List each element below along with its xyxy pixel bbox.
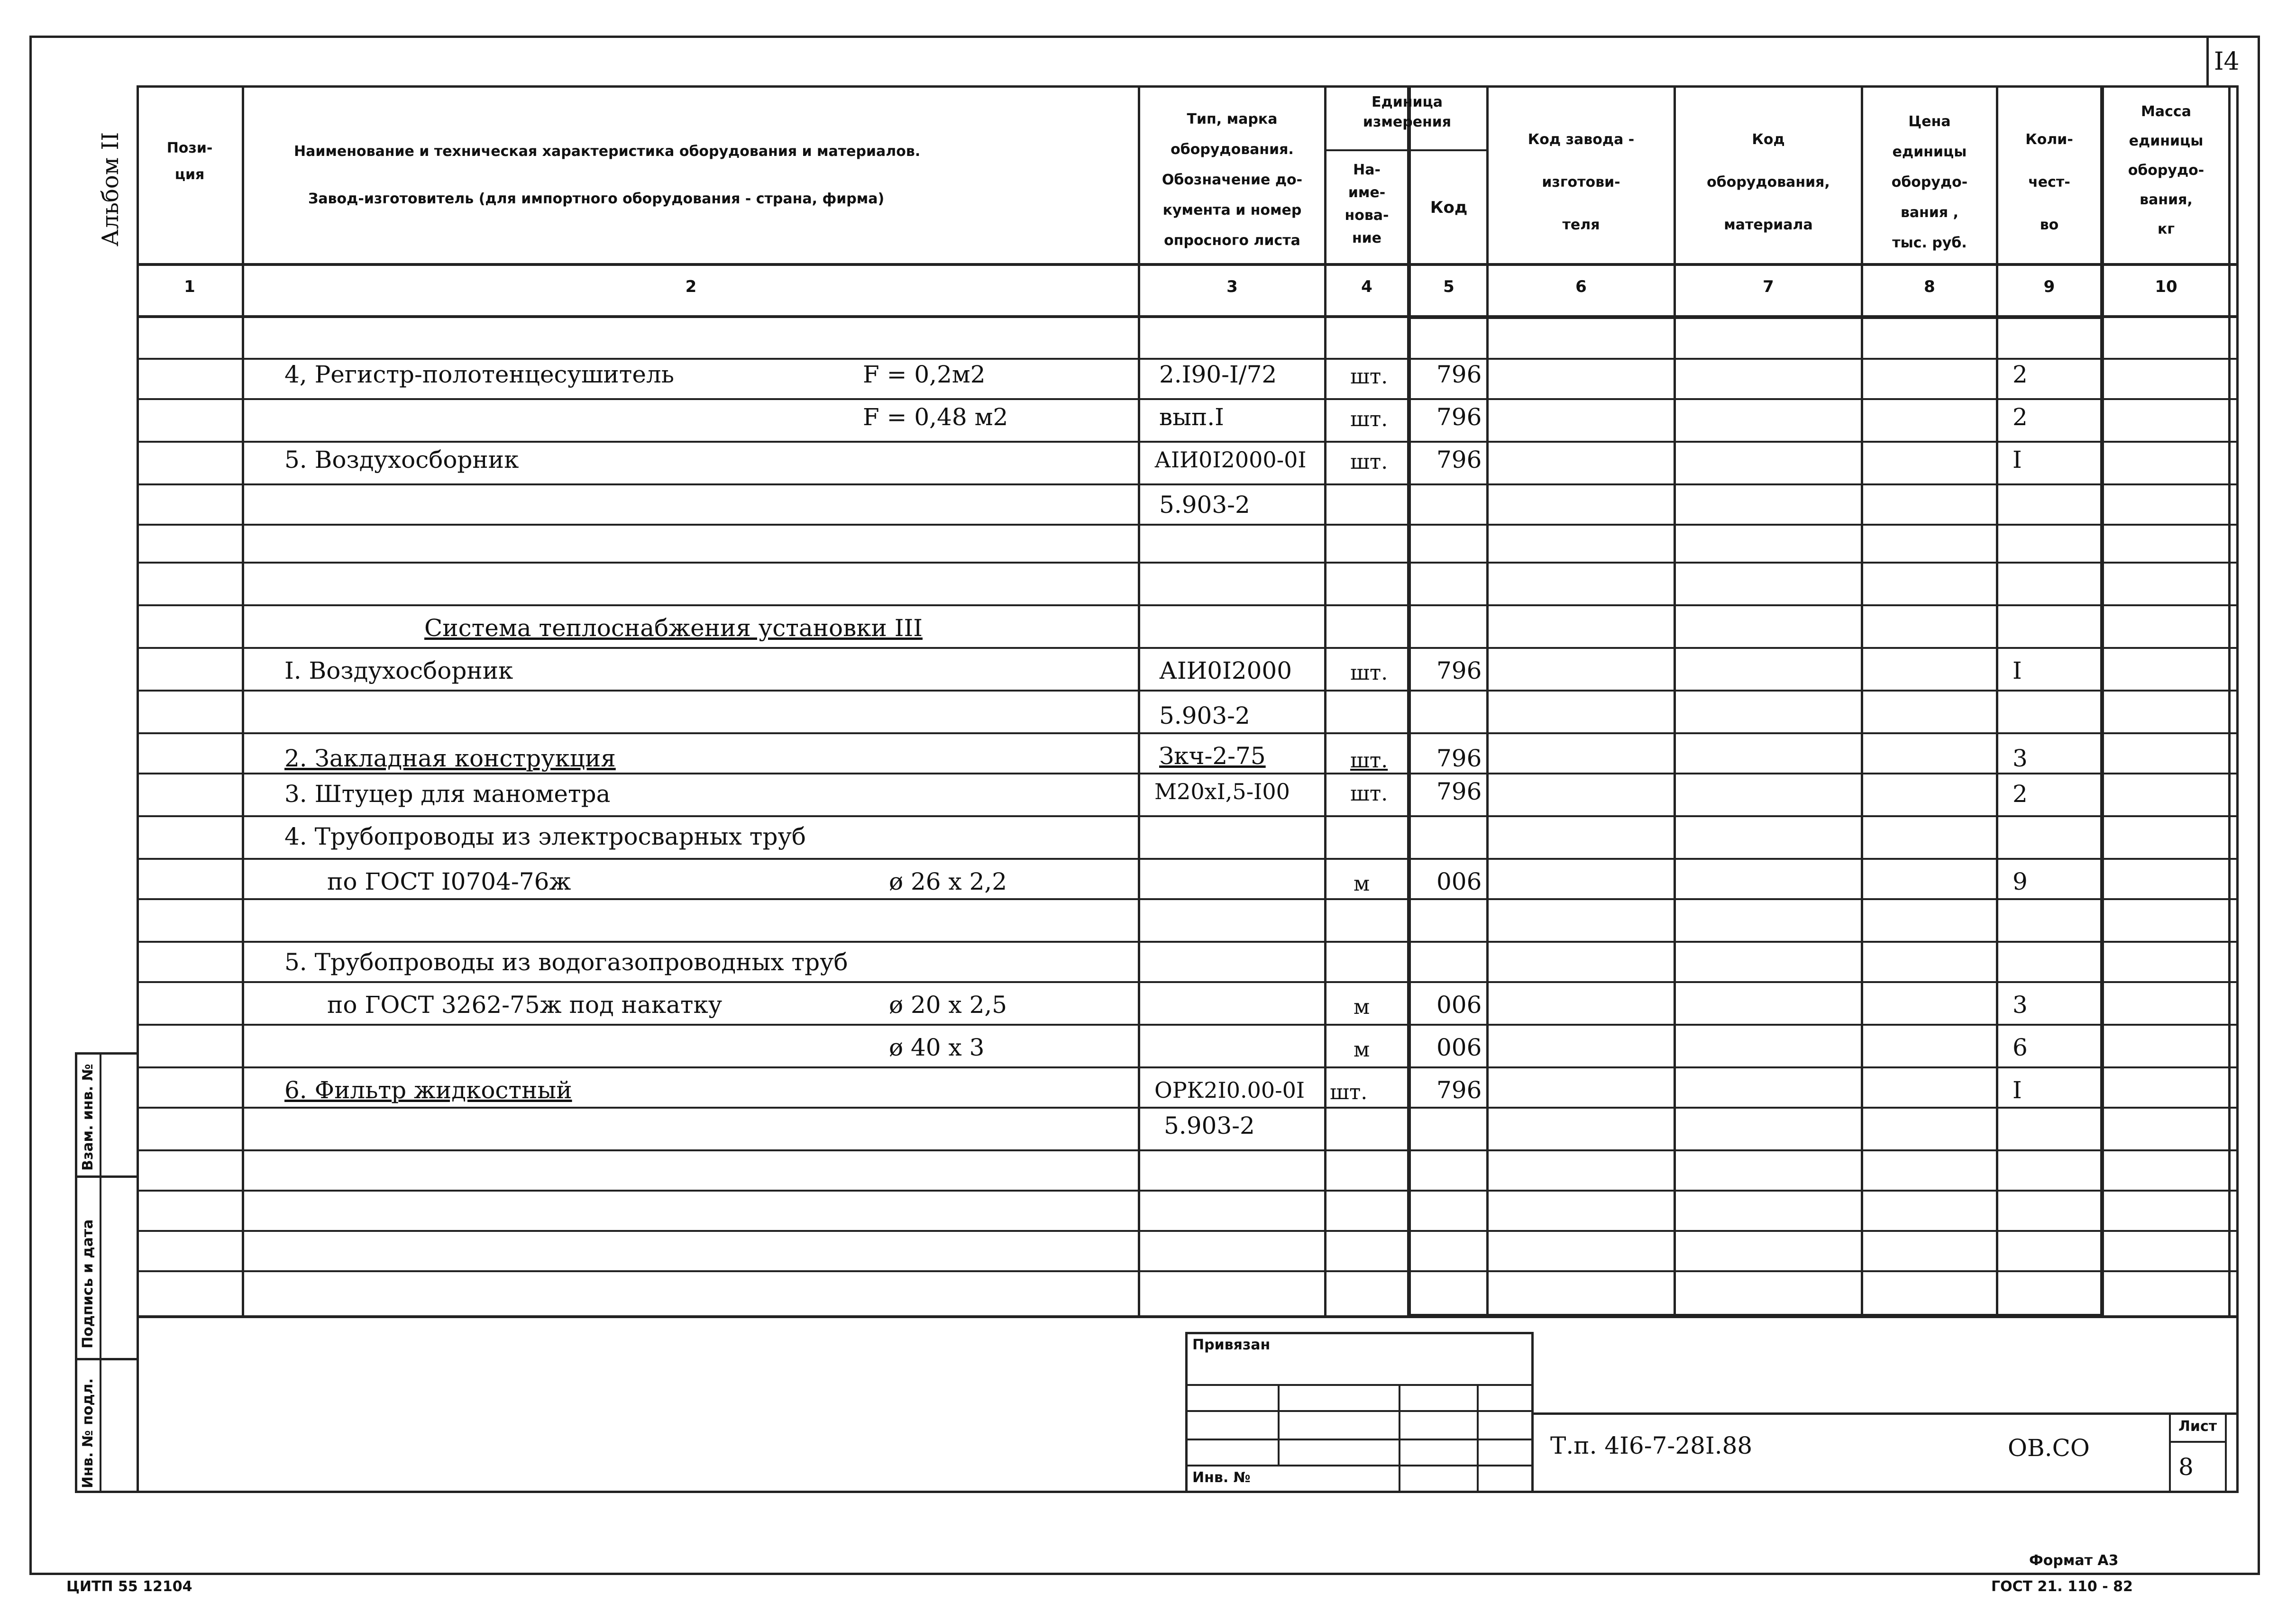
row-unit: шт. xyxy=(1350,364,1388,389)
row-unit: шт. xyxy=(1330,1080,1368,1104)
row-unit: шт. xyxy=(1350,661,1388,685)
side-label-podpis: Подпись и дата xyxy=(80,1219,96,1348)
row-code: 006 xyxy=(1436,991,1482,1019)
col-num-2: 2 xyxy=(685,277,697,296)
footer-left: ЦИТП 55 12104 xyxy=(66,1578,192,1595)
header-col5: Код xyxy=(1430,198,1468,217)
row-unit: шт. xyxy=(1350,450,1388,474)
row-unit: м xyxy=(1354,1038,1370,1062)
row-doc: 2.I90-I/72 xyxy=(1159,361,1277,388)
row-unit: шт. xyxy=(1350,782,1388,806)
col-num-9: 9 xyxy=(2043,277,2055,296)
row-qty: 2 xyxy=(2012,780,2028,808)
col-num-10: 10 xyxy=(2155,277,2177,296)
col-num-4: 4 xyxy=(1361,277,1372,296)
row-name: 5. Трубопроводы из водогазопроводных труб xyxy=(284,948,848,976)
row-qty: 3 xyxy=(2012,745,2028,772)
col-num-3: 3 xyxy=(1226,277,1238,296)
header-col9: Коли- чест- во xyxy=(2025,131,2073,233)
section-title: Система теплоснабжения установки III xyxy=(424,614,923,642)
row-qty: I xyxy=(2012,446,2022,474)
header-units: Единица измерения xyxy=(1363,94,1452,130)
row-unit: м xyxy=(1354,995,1370,1019)
privyazan-box xyxy=(1185,1332,1534,1493)
row-doc: Зкч-2-75 xyxy=(1159,742,1266,770)
row-extra: ø 40 х 3 xyxy=(889,1034,985,1061)
row-code: 796 xyxy=(1436,361,1482,388)
header-col7: Код оборудования, материала xyxy=(1707,131,1830,233)
row-unit: шт. xyxy=(1350,407,1388,431)
sheet-label: Лист xyxy=(2178,1418,2217,1435)
row-name: 6. Фильтр жидкостный xyxy=(284,1076,572,1104)
row-qty: 2 xyxy=(2012,403,2028,431)
row-doc: вып.I xyxy=(1159,403,1224,431)
row-extra: F = 0,48 м2 xyxy=(863,403,1008,431)
row-name: I. Воздухосборник xyxy=(284,657,513,684)
row-code: 796 xyxy=(1436,446,1482,474)
side-label-inv: Инв. № подл. xyxy=(80,1378,96,1488)
row-doc: ОРК2I0.00-0I xyxy=(1154,1077,1305,1103)
mark: ОВ.СО xyxy=(2008,1434,2090,1462)
row-unit: м xyxy=(1354,872,1370,896)
inv-label: Инв. № xyxy=(1192,1469,1251,1486)
header-col6: Код завода - изготови- теля xyxy=(1528,131,1635,233)
album-label: Альбом II xyxy=(97,132,124,246)
row-doc: 5.903-2 xyxy=(1159,702,1250,729)
row-doc: АIИ0I2000 xyxy=(1159,657,1292,684)
row-code: 796 xyxy=(1436,778,1482,805)
row-qty: I xyxy=(2012,1076,2022,1104)
header-col10: Масса единицы оборудо- вания, кг xyxy=(2128,103,2205,237)
row-extra: ø 26 х 2,2 xyxy=(889,868,1007,895)
row-name: 4. Трубопроводы из электросварных труб xyxy=(284,823,806,850)
designation: Т.п. 4I6-7-28I.88 xyxy=(1550,1432,1753,1459)
row-qty: 6 xyxy=(2012,1034,2028,1061)
col-num-5: 5 xyxy=(1443,277,1454,296)
row-code: 796 xyxy=(1436,745,1482,772)
row-qty: I xyxy=(2012,657,2022,684)
row-doc: 5.903-2 xyxy=(1164,1112,1255,1139)
col-num-8: 8 xyxy=(1924,277,1935,296)
row-code: 006 xyxy=(1436,1034,1482,1061)
privyazan-label: Привязан xyxy=(1192,1337,1271,1353)
row-name: 3. Штуцер для манометра xyxy=(284,780,611,808)
header-col1: Пози- ция xyxy=(166,140,213,183)
row-code: 796 xyxy=(1436,657,1482,684)
row-doc: М20хI,5-I00 xyxy=(1154,779,1290,804)
footer-gost: ГОСТ 21. 110 - 82 xyxy=(1991,1578,2133,1595)
col-num-1: 1 xyxy=(184,277,195,296)
row-name: по ГОСТ I0704-76ж xyxy=(327,868,571,895)
header-col4: На- име- нова- ние xyxy=(1345,162,1389,246)
row-extra: F = 0,2м2 xyxy=(863,361,986,388)
row-name: 5. Воздухосборник xyxy=(284,446,519,474)
footer-format: Формат А3 xyxy=(2029,1552,2119,1569)
row-extra: ø 20 х 2,5 xyxy=(889,991,1007,1019)
header-col8: Цена единицы оборудо- вания , тыс. руб. xyxy=(1891,113,1968,251)
header-col2: Наименование и техническая характеристика оборудования и материалов. Завод-изготовитель (для импортного оборудования - страна, фирма) xyxy=(294,143,921,207)
row-qty: 2 xyxy=(2012,361,2028,388)
row-doc: АIИ0I2000-0I xyxy=(1154,447,1307,473)
row-code: 006 xyxy=(1436,868,1482,895)
sheet-number: 8 xyxy=(2178,1453,2194,1481)
col-num-7: 7 xyxy=(1763,277,1774,296)
row-name: 4, Регистр-полотенцесушитель xyxy=(284,361,674,388)
row-doc: 5.903-2 xyxy=(1159,491,1250,519)
row-unit: шт. xyxy=(1350,748,1388,773)
col-num-6: 6 xyxy=(1575,277,1587,296)
row-name: по ГОСТ 3262-75ж под накатку xyxy=(327,991,723,1019)
row-qty: 3 xyxy=(2012,991,2028,1019)
sheet-number-top: I4 xyxy=(2214,47,2240,76)
row-code: 796 xyxy=(1436,1076,1482,1104)
side-label-vzam: Взам. инв. № xyxy=(80,1064,96,1171)
row-name: 2. Закладная конструкция xyxy=(284,745,616,772)
row-code: 796 xyxy=(1436,403,1482,431)
header-col3: Тип, марка оборудования. Обозначение до- кумента и номер опросного листа xyxy=(1162,111,1303,249)
row-qty: 9 xyxy=(2012,868,2028,895)
